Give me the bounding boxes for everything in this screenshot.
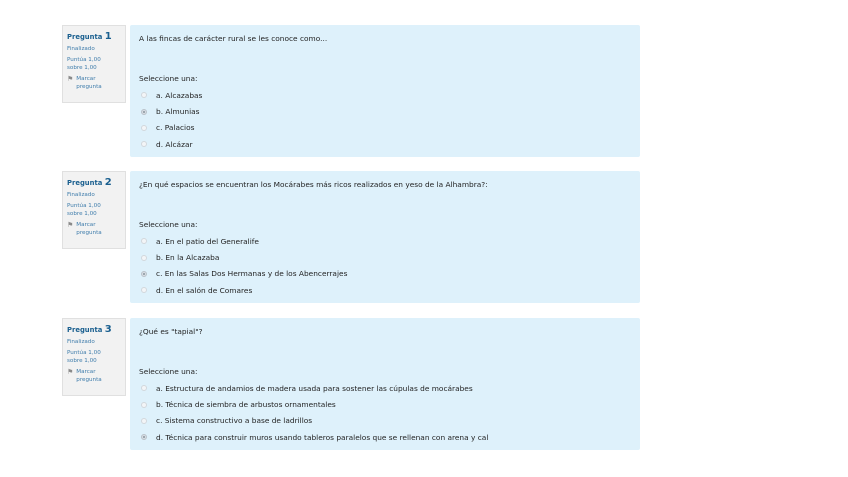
answer-list — [141, 380, 488, 446]
answer-option[interactable] — [141, 136, 202, 152]
answer-option[interactable] — [141, 103, 202, 119]
question-state: Finalizado — [67, 338, 95, 345]
flag-icon: ⚑ — [67, 221, 74, 230]
radio-button[interactable] — [141, 238, 147, 244]
select-prompt: Seleccione una: — [139, 220, 198, 229]
select-prompt: Seleccione una: — [139, 367, 198, 376]
select-prompt: Seleccione una: — [139, 74, 198, 83]
answer-option[interactable] — [141, 429, 488, 445]
answer-option[interactable] — [141, 380, 488, 396]
question-content — [130, 318, 640, 450]
answer-label: a. Alcazabas — [156, 90, 203, 100]
answer-label: d. Alcázar — [156, 139, 193, 149]
answer-label: a. Estructura de andamios de madera usada para sostener las cúpulas de mocárabes — [156, 383, 473, 393]
answer-option[interactable] — [141, 266, 347, 282]
answer-option[interactable] — [141, 233, 347, 249]
question-info — [62, 25, 126, 103]
radio-button[interactable] — [141, 255, 147, 261]
answer-label: d. En el salón de Comares — [156, 285, 253, 295]
radio-button[interactable] — [141, 418, 147, 424]
answer-option[interactable] — [141, 413, 488, 429]
answer-label: b. En la Alcazaba — [156, 253, 220, 263]
question-text: ¿Qué es "tapial"? — [139, 327, 203, 336]
question-number: Pregunta 3 — [67, 324, 112, 335]
flag-label: Marcar pregunta — [76, 76, 102, 90]
question-info — [62, 171, 126, 249]
question-grade: Puntúa 1,00 sobre 1,00 — [67, 203, 101, 217]
question-grade: Puntúa 1,00 sobre 1,00 — [67, 57, 101, 71]
flag-question-link[interactable] — [67, 369, 121, 384]
radio-button[interactable] — [141, 92, 147, 98]
answer-label: c. En las Salas Dos Hermanas y de los Abencerrajes — [156, 269, 348, 279]
question-content — [130, 171, 640, 303]
answer-label: a. En el patio del Generalife — [156, 236, 259, 246]
answer-label: b. Almunias — [156, 107, 200, 117]
radio-button-selected[interactable] — [141, 271, 147, 277]
question-text: ¿En qué espacios se encuentran los Mocárabes más ricos realizados en yeso de la Alhambra?: — [139, 180, 488, 189]
flag-icon: ⚑ — [67, 368, 74, 377]
radio-button[interactable] — [141, 402, 147, 408]
answer-option[interactable] — [141, 87, 202, 103]
answer-label: b. Técnica de siembra de arbustos ornamentales — [156, 400, 336, 410]
radio-button-selected[interactable] — [141, 434, 147, 440]
answer-list — [141, 87, 202, 153]
radio-button[interactable] — [141, 287, 147, 293]
answer-label: c. Palacios — [156, 123, 195, 133]
flag-question-link[interactable] — [67, 222, 121, 237]
question-text: A las fincas de carácter rural se les conoce como... — [139, 34, 328, 43]
question-info — [62, 318, 126, 396]
flag-label: Marcar pregunta — [76, 222, 102, 236]
answer-option[interactable] — [141, 282, 347, 298]
answer-list — [141, 233, 347, 299]
question-grade: Puntúa 1,00 sobre 1,00 — [67, 350, 101, 364]
question-number: Pregunta 2 — [67, 177, 112, 188]
question-state: Finalizado — [67, 45, 95, 52]
question-content — [130, 25, 640, 157]
flag-icon: ⚑ — [67, 75, 74, 84]
radio-button-selected[interactable] — [141, 109, 147, 115]
answer-label: d. Técnica para construir muros usando tableros paralelos que se rellenan con arena y cal — [156, 432, 489, 442]
flag-question-link[interactable] — [67, 76, 121, 91]
answer-label: c. Sistema constructivo a base de ladrillos — [156, 416, 313, 426]
question-number: Pregunta 1 — [67, 31, 112, 42]
flag-label: Marcar pregunta — [76, 369, 102, 383]
question-state: Finalizado — [67, 191, 95, 198]
radio-button[interactable] — [141, 125, 147, 131]
answer-option[interactable] — [141, 249, 347, 265]
answer-option[interactable] — [141, 120, 202, 136]
answer-option[interactable] — [141, 396, 488, 412]
radio-button[interactable] — [141, 385, 147, 391]
radio-button[interactable] — [141, 141, 147, 147]
